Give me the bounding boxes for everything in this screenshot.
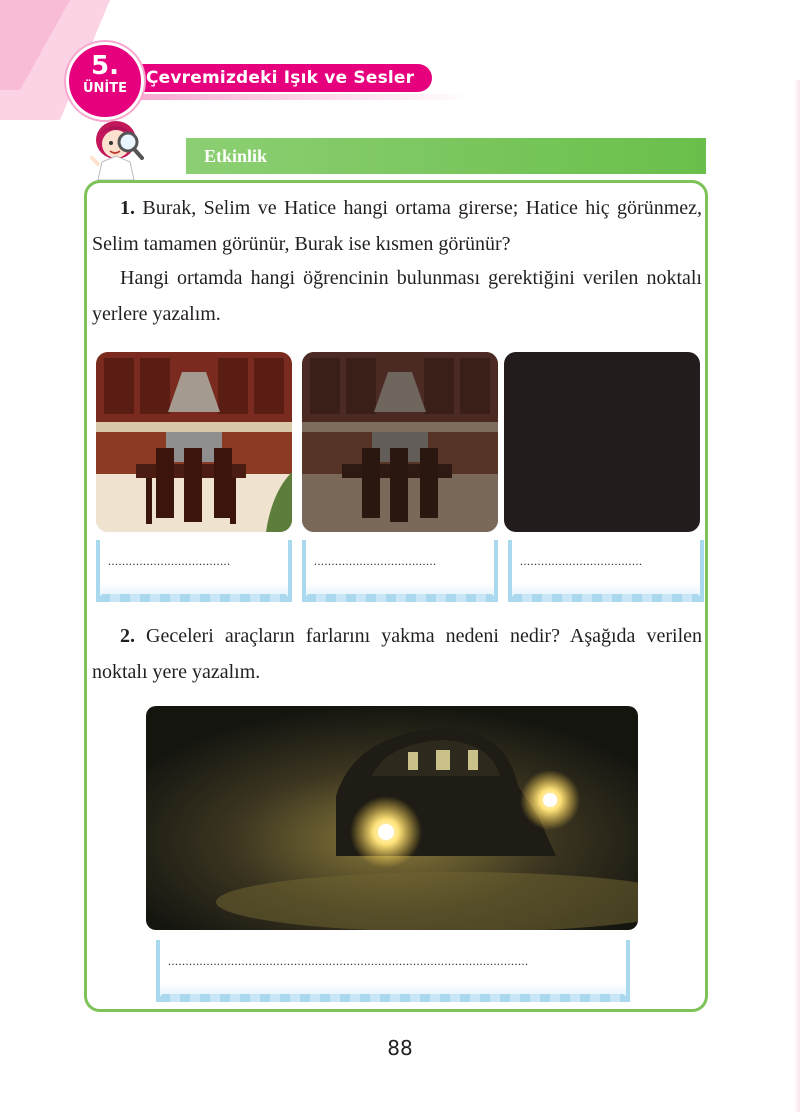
unit-header-underline — [132, 94, 472, 100]
question-1-instruction: Hangi ortamda hangi öğrencinin bulunması gerektiğini verilen noktalı yerlere yazalım. — [92, 267, 702, 325]
answer-box-3[interactable] — [508, 540, 704, 602]
answer-blank-1: ................................... — [108, 554, 231, 568]
page-edge-decoration — [794, 80, 800, 1112]
kitchen-photo-dark — [504, 352, 700, 532]
kitchen-photo-lit — [96, 352, 292, 532]
scientist-with-magnifier-icon — [84, 112, 154, 182]
answer-box-4[interactable] — [156, 940, 630, 1002]
question-1-number: 1. — [120, 197, 135, 219]
unit-label: ÜNİTE — [82, 81, 128, 96]
answer-box-2[interactable] — [302, 540, 498, 602]
answer-blank-2: ................................... — [314, 554, 437, 568]
question-2 — [92, 618, 702, 690]
answer-box-1[interactable] — [96, 540, 292, 602]
activity-label: Etkinlik — [204, 146, 268, 166]
question-2-number: 2. — [120, 625, 135, 647]
answer-blank-3: ................................... — [520, 554, 643, 568]
unit-title: Çevremizdeki Işık ve Sesler — [146, 68, 415, 88]
car-headlights-photo — [146, 706, 638, 930]
question-1 — [92, 190, 702, 262]
unit-badge — [66, 42, 144, 120]
question-1-text: Burak, Selim ve Hatice hangi ortama girerse; Hatice hiç görünmez, Selim tamamen görünür, Burak ise kısmen görünür? — [92, 197, 702, 255]
page-number: 88 — [387, 1036, 413, 1060]
question-2-text: Geceleri araçların farlarını yakma nedeni nedir? Aşağıda verilen noktalı yere yazalım. — [92, 625, 702, 683]
unit-number: 5. — [91, 51, 119, 81]
kitchen-photo-dim — [302, 352, 498, 532]
answer-blank-4: ....................................................................................................... — [168, 954, 529, 968]
